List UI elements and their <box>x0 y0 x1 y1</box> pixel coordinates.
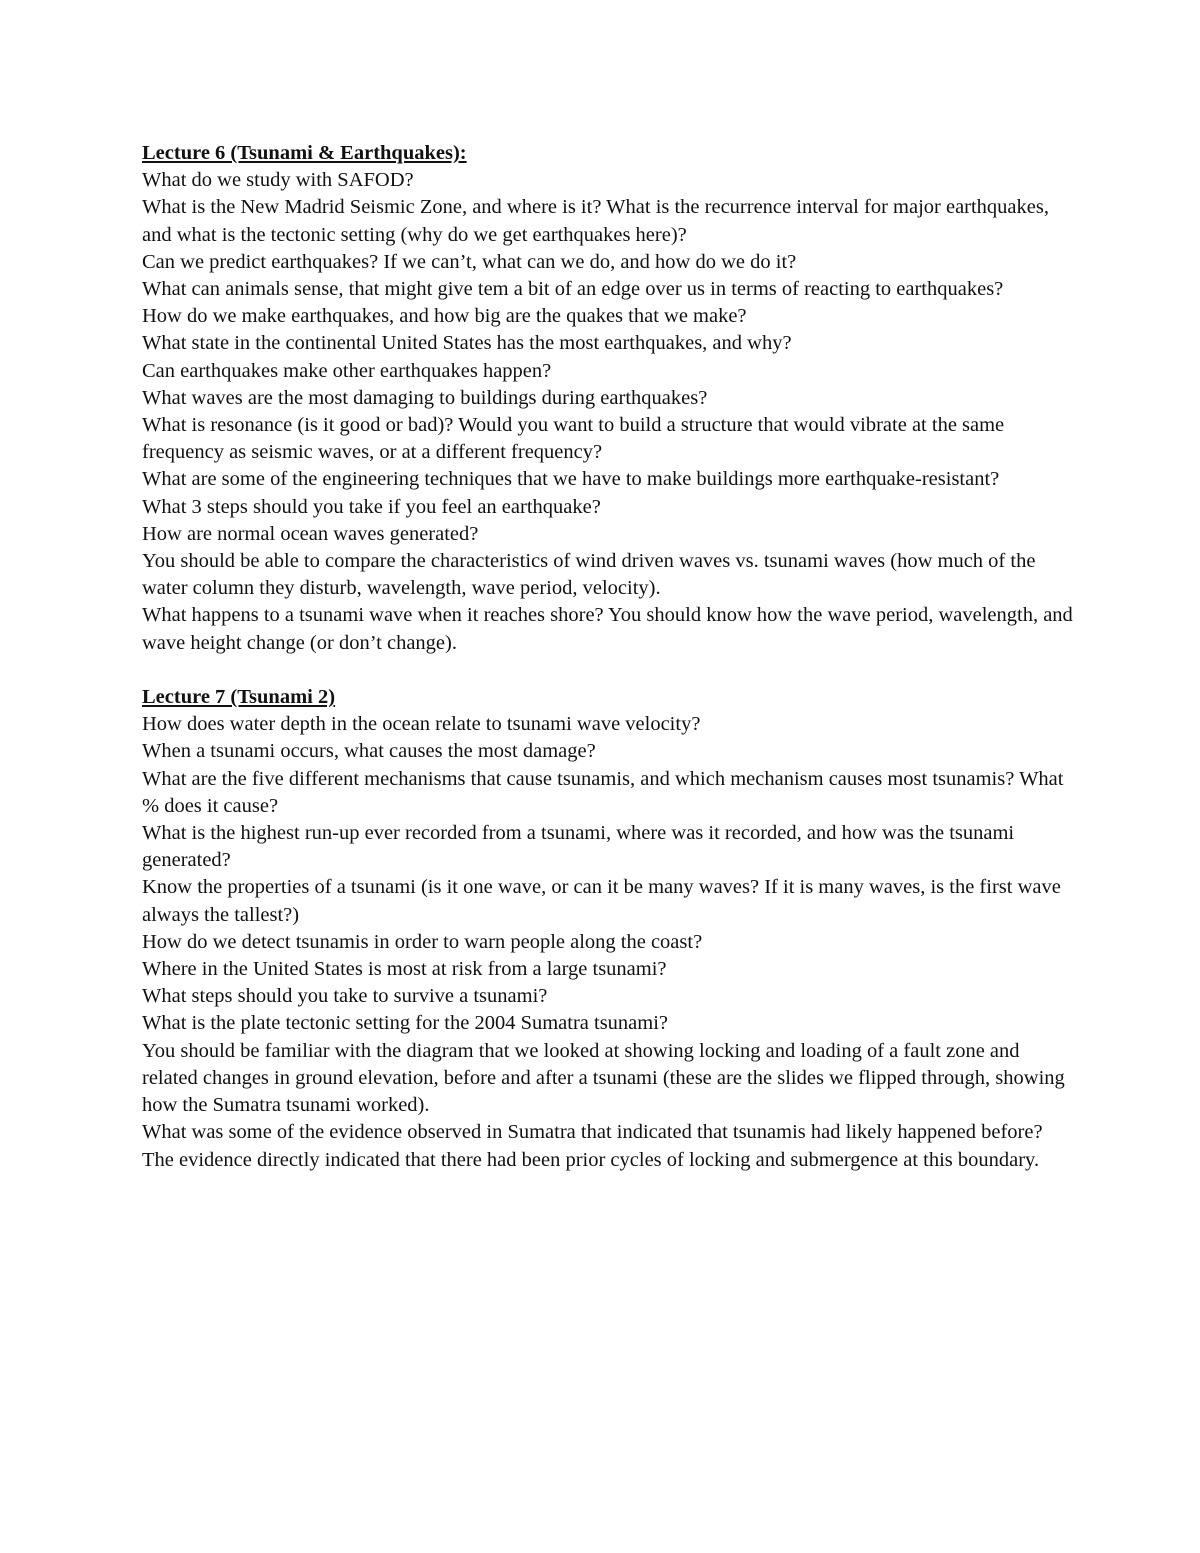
section-heading: Lecture 6 (Tsunami & Earthquakes): <box>142 142 467 164</box>
question-item: What is the New Madrid Seismic Zone, and where is it? What is the recurrence interval for major earthquakes, and what is the tectonic setting (why do we get earthquakes here)? <box>142 196 1049 246</box>
question-item: Can we predict earthquakes? If we can’t, what can we do, and how do we do it? <box>142 250 797 273</box>
question-item: Can earthquakes make other earthquakes happen? <box>142 359 552 382</box>
question-item: What happens to a tsunami wave when it reaches shore? You should know how the wave period, wavelength, and wave height change (or don’t change). <box>142 604 1073 654</box>
section-lecture-7 <box>142 684 1077 1174</box>
question-item: What waves are the most damaging to buildings during earthquakes? <box>142 386 708 409</box>
question-item: When a tsunami occurs, what causes the most damage? <box>142 740 596 763</box>
question-list <box>142 167 1077 657</box>
question-item: What is the highest run-up ever recorded from a tsunami, where was it recorded, and how was the tsunami generated? <box>142 822 1015 872</box>
question-item: What steps should you take to survive a tsunami? <box>142 985 548 1008</box>
question-item: What can animals sense, that might give tem a bit of an edge over us in terms of reacting to earthquakes? <box>142 278 1004 301</box>
question-item: How are normal ocean waves generated? <box>142 522 479 545</box>
section-lecture-6 <box>142 140 1077 657</box>
question-item: What is resonance (is it good or bad)? Would you want to build a structure that would vibrate at the same frequency as seismic waves, or at a different frequency? <box>142 414 1005 464</box>
question-item: You should be familiar with the diagram that we looked at showing locking and loading of a fault zone and related changes in ground elevation, before and after a tsunami (these are the slides we flipped through, showing how the Sumatra tsunami worked). <box>142 1039 1065 1117</box>
question-item: How do we make earthquakes, and how big are the quakes that we make? <box>142 305 747 328</box>
question-item: How do we detect tsunamis in order to warn people along the coast? <box>142 930 703 953</box>
section-heading: Lecture 7 (Tsunami 2) <box>142 686 336 709</box>
question-item: What are the five different mechanisms that cause tsunamis, and which mechanism causes most tsunamis? What % does it cause? <box>142 767 1064 817</box>
question-item: Where in the United States is most at risk from a large tsunami? <box>142 958 667 981</box>
question-item: What state in the continental United States has the most earthquakes, and why? <box>142 332 792 355</box>
question-list <box>142 711 1077 1173</box>
question-item: You should be able to compare the characteristics of wind driven waves vs. tsunami waves (how much of the water column they disturb, wavelength, wave period, velocity). <box>142 550 1036 600</box>
question-item: What was some of the evidence observed in Sumatra that indicated that tsunamis had likely happened before? The evidence directly indicated that there had been prior cycles of locking and submergence at this boundary. <box>142 1121 1043 1171</box>
document-body <box>142 140 1077 1174</box>
question-item: Know the properties of a tsunami (is it one wave, or can it be many waves? If it is many waves, is the first wave always the tallest?) <box>142 876 1061 926</box>
section-spacer <box>142 657 1077 684</box>
question-item: What is the plate tectonic setting for the 2004 Sumatra tsunami? <box>142 1012 669 1035</box>
question-item: How does water depth in the ocean relate to tsunami wave velocity? <box>142 713 701 736</box>
question-item: What 3 steps should you take if you feel an earthquake? <box>142 495 601 518</box>
question-item: What are some of the engineering techniques that we have to make buildings more earthquake-resistant? <box>142 468 1000 491</box>
question-item: What do we study with SAFOD? <box>142 169 414 192</box>
